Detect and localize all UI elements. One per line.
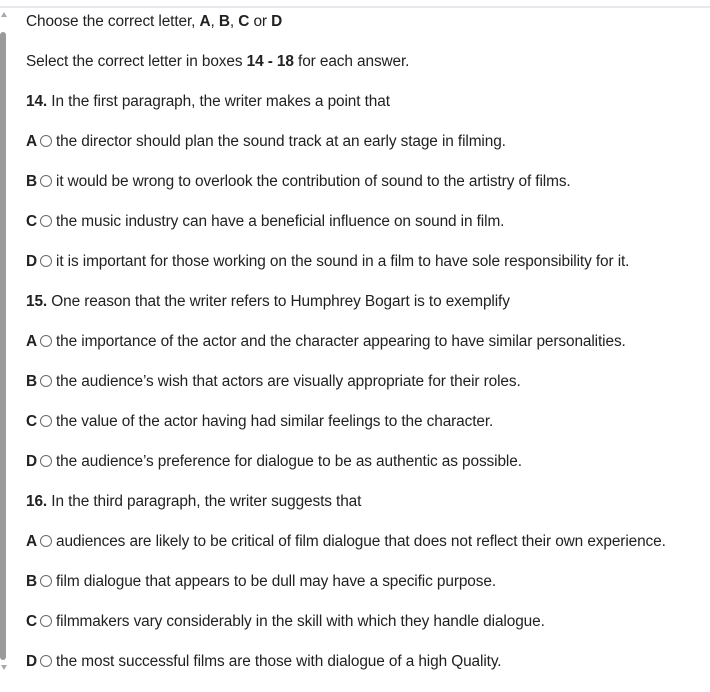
instruction-letter: C [238, 13, 250, 30]
option-15-d[interactable] [26, 452, 710, 492]
option-14-c[interactable] [26, 212, 710, 252]
option-text: the importance of the actor and the character appearing to have similar personalities. [56, 333, 626, 350]
option-text: the audience’s preference for dialogue to be as authentic as possible. [56, 453, 522, 470]
scroll-down-arrow-icon[interactable] [1, 665, 7, 670]
option-letter: D [26, 653, 38, 670]
option-letter: B [26, 373, 38, 390]
question-number: 15. [26, 293, 48, 310]
option-15-b[interactable] [26, 372, 710, 412]
radio-button-icon[interactable] [40, 535, 52, 547]
radio-button-icon[interactable] [40, 375, 52, 387]
radio-button-icon[interactable] [40, 255, 52, 267]
instruction-line-1 [26, 12, 710, 52]
option-text: filmmakers vary considerably in the skill with which they handle dialogue. [56, 613, 545, 630]
question-number: 16. [26, 493, 48, 510]
option-letter: D [26, 253, 38, 270]
option-16-d[interactable] [26, 652, 710, 692]
option-letter: A [26, 533, 38, 550]
question-text: In the third paragraph, the writer suggests that [47, 493, 362, 510]
question-14-stem [26, 92, 710, 132]
radio-button-icon[interactable] [40, 175, 52, 187]
instruction-text: for each answer. [293, 53, 410, 70]
option-text: the music industry can have a beneficial influence on sound in film. [56, 213, 505, 230]
question-text: One reason that the writer refers to Humphrey Bogart is to exemplify [47, 293, 510, 310]
option-14-b[interactable] [26, 172, 710, 212]
instruction-letter: D [271, 13, 283, 30]
instruction-separator: or [249, 13, 272, 30]
option-16-c[interactable] [26, 612, 710, 652]
option-letter: C [26, 213, 38, 230]
radio-button-icon[interactable] [40, 135, 52, 147]
question-16-stem [26, 492, 710, 532]
instruction-separator: , [229, 13, 239, 30]
option-letter: D [26, 453, 38, 470]
option-letter: C [26, 613, 38, 630]
top-divider [0, 6, 710, 8]
radio-button-icon[interactable] [40, 415, 52, 427]
radio-button-icon[interactable] [40, 655, 52, 667]
instruction-line-2 [26, 52, 710, 92]
option-letter: A [26, 333, 38, 350]
instruction-text: Choose the correct letter, [26, 13, 200, 30]
option-text: the value of the actor having had similar feelings to the character. [56, 413, 494, 430]
instruction-text: Select the correct letter in boxes [26, 53, 247, 70]
vertical-scrollbar[interactable] [0, 10, 8, 682]
scroll-up-arrow-icon[interactable] [1, 12, 7, 17]
question-number: 14. [26, 93, 48, 110]
scroll-thumb[interactable] [0, 32, 6, 660]
option-16-b[interactable] [26, 572, 710, 612]
option-letter: B [26, 173, 38, 190]
question-15-stem [26, 292, 710, 332]
option-letter: B [26, 573, 38, 590]
option-letter: C [26, 413, 38, 430]
option-15-a[interactable] [26, 332, 710, 372]
instruction-separator: , [210, 13, 219, 30]
option-text: the audience’s wish that actors are visually appropriate for their roles. [56, 373, 521, 390]
radio-button-icon[interactable] [40, 455, 52, 467]
question-panel [26, 12, 710, 692]
option-15-c[interactable] [26, 412, 710, 452]
option-14-d[interactable] [26, 252, 710, 292]
radio-button-icon[interactable] [40, 335, 52, 347]
option-text: audiences are likely to be critical of film dialogue that does not reflect their own experience. [56, 533, 666, 550]
instruction-letter: A [199, 13, 211, 30]
option-14-a[interactable] [26, 132, 710, 172]
question-text: In the first paragraph, the writer makes a point that [47, 93, 390, 110]
radio-button-icon[interactable] [40, 575, 52, 587]
option-text: it is important for those working on the sound in a film to have sole responsibility for it. [56, 253, 630, 270]
radio-button-icon[interactable] [40, 215, 52, 227]
option-text: it would be wrong to overlook the contribution of sound to the artistry of films. [56, 173, 571, 190]
option-text: film dialogue that appears to be dull may have a specific purpose. [56, 573, 496, 590]
option-16-a[interactable] [26, 532, 710, 572]
question-range: 14 - 18 [246, 53, 294, 70]
option-text: the most successful films are those with dialogue of a high Quality. [56, 653, 502, 670]
option-text: the director should plan the sound track at an early stage in filming. [56, 133, 506, 150]
radio-button-icon[interactable] [40, 615, 52, 627]
option-letter: A [26, 133, 38, 150]
instruction-letter: B [218, 13, 230, 30]
